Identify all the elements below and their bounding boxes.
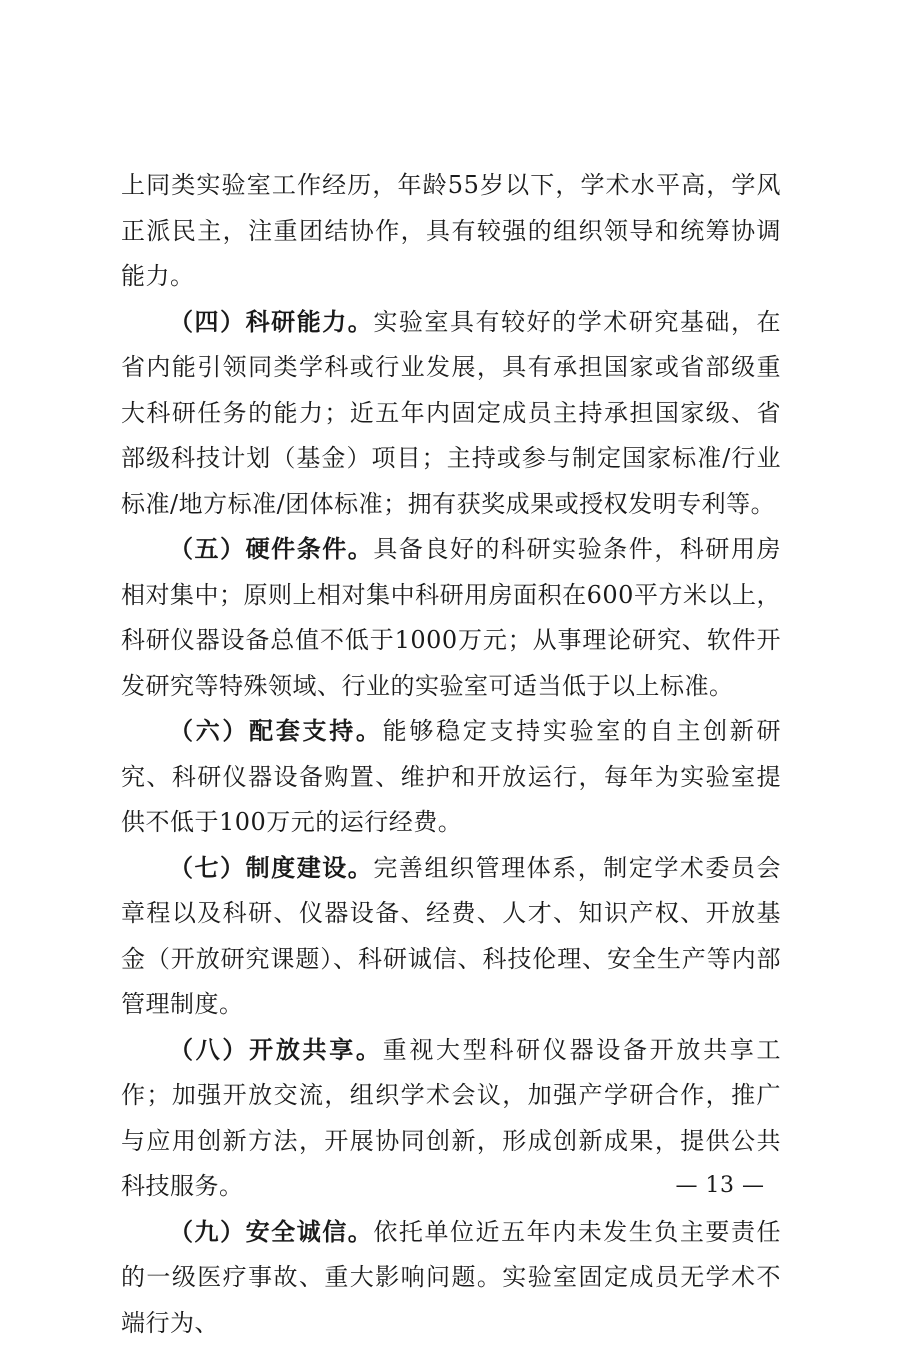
page-number: — 13 —	[672, 1172, 768, 1200]
paragraph-text: 实验室具有较好的学术研究基础，在省内能引领同类学科或行业发展，具有承担国家或省部级重大科研任务的能力；近五年内固定成员主持承担国家级、省部级科技计划（基金）项目；主持或参与制定国家标准/行业标准/地方标准/团体标准；拥有获奖成果或授权发明专利等。	[121, 308, 781, 518]
paragraph-text: 依托单位近五年内未发生负主要责任的一级医疗事故、重大影响问题。实验室固定成员无学术不端行为、	[121, 1218, 781, 1337]
paragraph-continuation	[121, 163, 781, 300]
section-heading-supporting-funding: （六）配套支持。	[169, 717, 383, 745]
section-heading-safety-integrity: （九）安全诚信。	[169, 1218, 373, 1246]
paragraph-text: 完善组织管理体系，制定学术委员会章程以及科研、仪器设备、经费、人才、知识产权、开放基金（开放研究课题）、科研诚信、科技伦理、安全生产等内部管理制度。	[121, 854, 781, 1019]
paragraph-research-capability	[121, 300, 781, 528]
paragraph-hardware-conditions	[121, 527, 781, 709]
paragraph-supporting-funding	[121, 709, 781, 846]
paragraph-institutional-rules	[121, 846, 781, 1028]
section-heading-institutional-rules: （七）制度建设。	[169, 854, 373, 882]
section-heading-open-sharing: （八）开放共享。	[169, 1036, 383, 1064]
paragraph-text: 能够稳定支持实验室的自主创新研究、科研仪器设备购置、维护和开放运行，每年为实验室提供不低于100万元的运行经费。	[121, 717, 781, 836]
paragraph-safety-integrity	[121, 1210, 781, 1346]
paragraph-text: 重视大型科研仪器设备开放共享工作；加强开放交流，组织学术会议，加强产学研合作，推广与应用创新方法，开展协同创新，形成创新成果，提供公共科技服务。	[121, 1036, 781, 1201]
section-heading-research-capability: （四）科研能力。	[169, 308, 373, 336]
document-body	[121, 163, 781, 1346]
section-heading-hardware-conditions: （五）硬件条件。	[169, 535, 373, 563]
paragraph-text: 上同类实验室工作经历，年龄55岁以下，学术水平高，学风正派民主，注重团结协作，具有较强的组织领导和统筹协调能力。	[121, 171, 781, 290]
paragraph-text: 具备良好的科研实验条件，科研用房相对集中；原则上相对集中科研用房面积在600平方米以上，科研仪器设备总值不低于1000万元；从事理论研究、软件开发研究等特殊领域、行业的实验室可适当低于以上标准。	[121, 535, 781, 700]
